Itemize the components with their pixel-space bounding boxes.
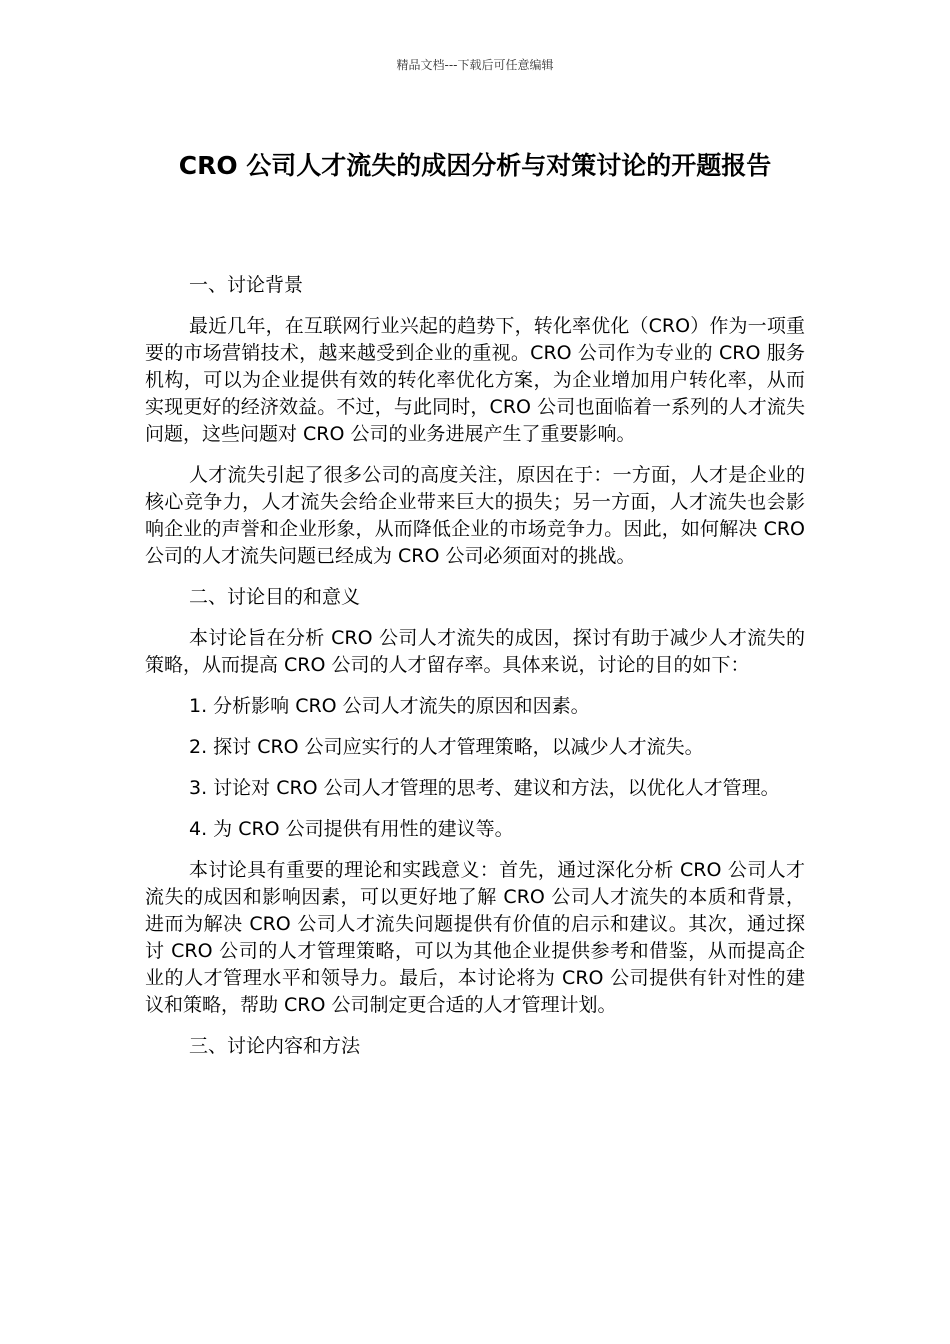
section-heading-background: 一、讨论背景 [189,274,304,296]
purpose-list-item: 2. 探讨 CRO 公司应实行的人才管理策略，以减少人才流失。 [189,736,704,758]
document-title: CRO 公司人才流失的成因分析与对策讨论的开题报告 [178,151,772,180]
significance-paragraph: 本讨论具有重要的理论和实践意义：首先，通过深化分析 CRO 公司人才流失的成因和影响因素，可以更好地了解 CRO 公司人才流失的本质和背景，进而为解决 CRO 公司人才流失问题提供有价值的启示和建议。其次，通过探讨 CRO 公司的人才管理策略，可以为其他企业提供参考和借鉴，从而提高企业的人才管理水平和领导力。最后，本讨论将为 CRO 公司提供有针对性的建议和策略，帮助 CRO 公司制定更合适的人才管理计划。 [145,859,805,1016]
background-paragraph-2: 人才流失引起了很多公司的高度关注，原因在于：一方面，人才是企业的核心竞争力，人才流失会给企业带来巨大的损失；另一方面，人才流失也会影响企业的声誉和企业形象，从而降低企业的市场竞争力。因此，如何解决 CRO 公司的人才流失问题已经成为 CRO 公司必须面对的挑战。 [145,464,805,567]
purpose-intro-paragraph: 本讨论旨在分析 CRO 公司人才流失的成因，探讨有助于减少人才流失的策略，从而提高 CRO 公司的人才留存率。具体来说，讨论的目的如下： [145,627,805,676]
background-paragraph-1: 最近几年，在互联网行业兴起的趋势下，转化率优化（CRO）作为一项重要的市场营销技术，越来越受到企业的重视。CRO 公司作为专业的 CRO 服务机构，可以为企业提供有效的转化率优化方案，为企业增加用户转化率，从而实现更好的经济效益。不过，与此同时，CRO 公司也面临着一系列的人才流失问题，这些问题对 CRO 公司的业务进展产生了重要影响。 [145,315,805,445]
purpose-list-item: 1. 分析影响 CRO 公司人才流失的原因和因素。 [189,695,590,717]
page-header: 精品文档---下载后可任意编辑 [396,58,554,72]
section-heading-purpose: 二、讨论目的和意义 [189,586,361,608]
section-heading-content: 三、讨论内容和方法 [189,1035,361,1057]
document-body [145,272,805,1074]
purpose-list-item: 4. 为 CRO 公司提供有用性的建议等。 [189,818,514,840]
purpose-list-item: 3. 讨论对 CRO 公司人才管理的思考、建议和方法，以优化人才管理。 [189,777,780,799]
